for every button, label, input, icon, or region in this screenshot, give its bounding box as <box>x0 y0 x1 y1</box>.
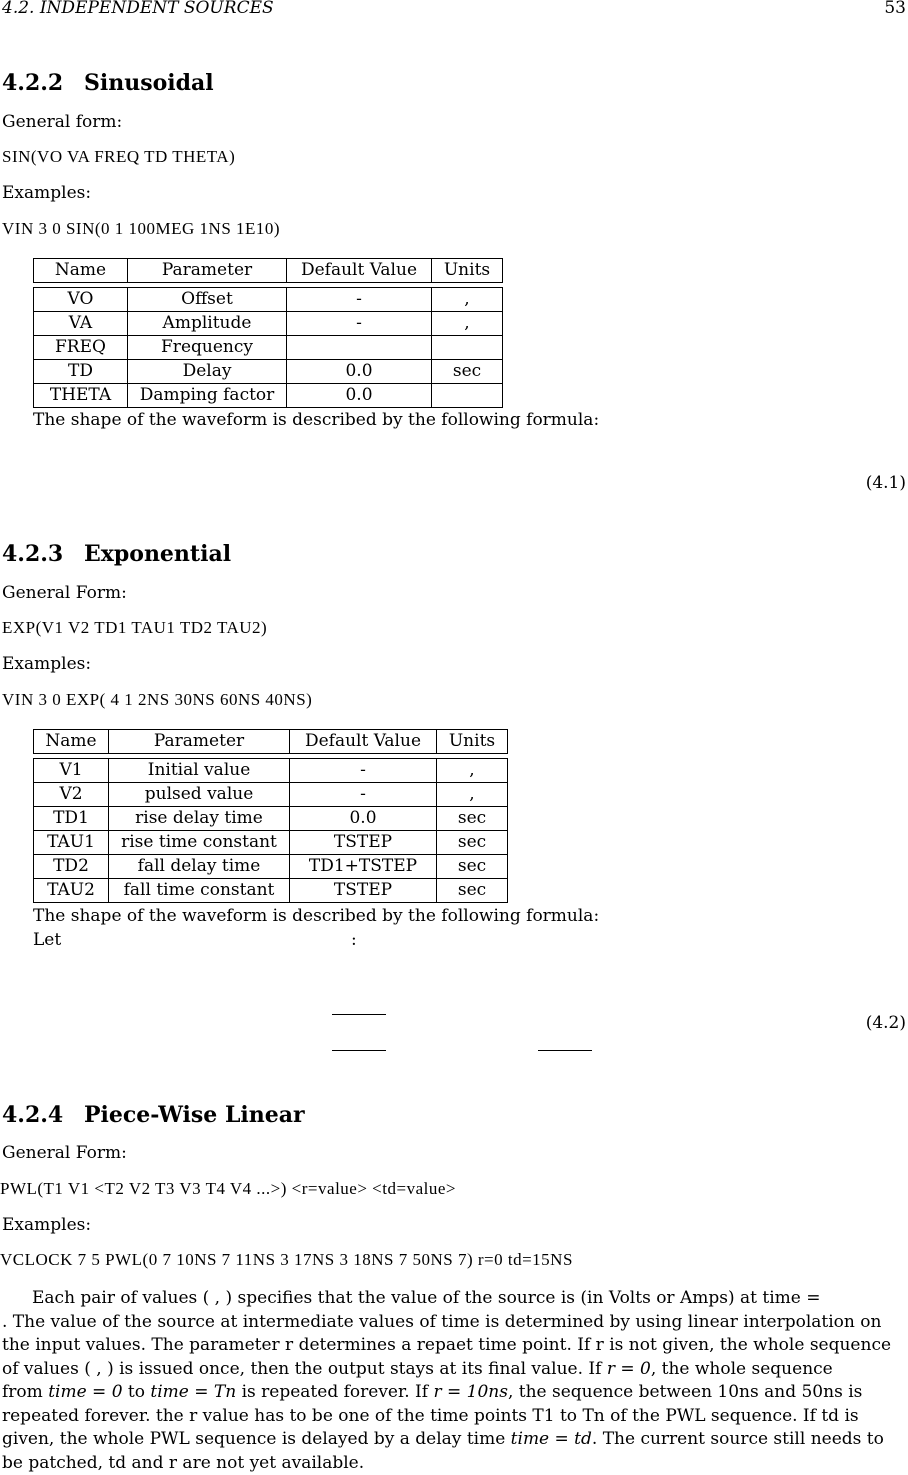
general-form-syntax: SIN(VO VA FREQ TD THETA) <box>2 147 236 166</box>
cell: TAU2 <box>34 879 109 903</box>
math-run: time = 0 <box>48 1382 123 1402</box>
math-run: time = td <box>510 1429 592 1449</box>
paragraph-line: be patched, td and r are not yet available. <box>2 1452 365 1473</box>
section-heading-sinusoidal <box>2 70 214 96</box>
cell: 0.0 <box>290 807 437 831</box>
header-cell: Parameter <box>109 730 290 754</box>
cell: , <box>432 312 503 336</box>
paragraph-line <box>2 1358 908 1382</box>
header-cell: Default Value <box>290 730 437 754</box>
cell: , <box>432 288 503 312</box>
cell <box>287 336 432 360</box>
text-run: , the sequence between 10ns and 50ns is <box>507 1382 863 1402</box>
cell: Frequency <box>128 336 287 360</box>
page-number: 53 <box>884 0 906 18</box>
paragraph-line: . The value of the source at intermediate values of time is determined by using linear interpolation on <box>2 1311 882 1332</box>
table-row <box>34 855 508 879</box>
section-heading-exponential <box>2 541 231 567</box>
general-form-syntax: PWL(T1 V1 <T2 V2 T3 V3 T4 V4 ...>) <r=value> <td=value> <box>0 1179 456 1198</box>
section-title: Piece-Wise Linear <box>84 1102 305 1128</box>
equation-number: (4.1) <box>865 473 906 493</box>
cell: Damping factor <box>128 384 287 408</box>
cell: sec <box>437 831 508 855</box>
cell: Delay <box>128 360 287 384</box>
header-cell: Name <box>34 730 109 754</box>
paragraph-line: repeated forever. the r value has to be one of the time points T1 to Tn of the PWL sequence. If td is <box>2 1405 859 1426</box>
header-cell: Units <box>437 730 508 754</box>
let-label: Let <box>33 930 62 950</box>
cell <box>432 336 503 360</box>
cell: TD2 <box>34 855 109 879</box>
cell: Amplitude <box>128 312 287 336</box>
general-form-label: General Form: <box>2 583 127 603</box>
cell: - <box>287 312 432 336</box>
paragraph-line: Each pair of values ( , ) specifies that the value of the source is (in Volts or Amps) at time = <box>32 1288 821 1308</box>
cell: , <box>437 759 508 783</box>
table-header-row <box>34 730 508 754</box>
table-row <box>34 759 508 783</box>
table-row <box>34 783 508 807</box>
cell: rise time constant <box>109 831 290 855</box>
table-row <box>34 831 508 855</box>
table-header-row <box>34 259 503 283</box>
running-header: 4.2. INDEPENDENT SOURCES <box>2 0 274 18</box>
cell: pulsed value <box>109 783 290 807</box>
text-run: is repeated forever. If <box>236 1382 434 1402</box>
cell: TD1 <box>34 807 109 831</box>
cell <box>432 384 503 408</box>
section-number: 4.2.3 <box>2 541 64 567</box>
math-run: r = 0 <box>606 1358 651 1379</box>
cell: TSTEP <box>290 831 437 855</box>
table-row <box>34 807 508 831</box>
parameter-table-sin <box>33 258 503 408</box>
examples-label: Examples: <box>2 654 92 674</box>
section-number: 4.2.4 <box>2 1102 64 1128</box>
text-run: from <box>2 1382 49 1402</box>
header-cell: Parameter <box>128 259 287 283</box>
cell: - <box>287 288 432 312</box>
pwl-description-paragraph <box>2 1287 908 1475</box>
general-form-syntax: EXP(V1 V2 TD1 TAU1 TD2 TAU2) <box>2 618 268 637</box>
section-title: Exponential <box>84 541 232 567</box>
cell: TSTEP <box>290 879 437 903</box>
header-cell: Default Value <box>287 259 432 283</box>
example-code: VIN 3 0 SIN(0 1 100MEG 1NS 1E10) <box>2 219 281 238</box>
cell: TD1+TSTEP <box>290 855 437 879</box>
cell: sec <box>437 879 508 903</box>
table-row <box>34 288 503 312</box>
section-number: 4.2.2 <box>2 70 64 96</box>
text-run: to <box>122 1382 151 1402</box>
table-row <box>34 336 503 360</box>
table-row <box>34 879 508 903</box>
fraction-bar <box>538 1050 592 1051</box>
paragraph-line <box>2 1381 908 1405</box>
cell: rise delay time <box>109 807 290 831</box>
cell: - <box>290 759 437 783</box>
section-heading-pwl <box>2 1102 305 1128</box>
cell: VO <box>34 288 128 312</box>
cell: fall delay time <box>109 855 290 879</box>
cell: sec <box>437 855 508 879</box>
cell: - <box>290 783 437 807</box>
let-colon: : <box>351 930 357 950</box>
paragraph-line: the input values. The parameter r determines a repaet time point. If r is not given, the whole sequence <box>2 1335 892 1355</box>
text-run: of values ( , ) is issued once, then the output stays at its final value. If <box>2 1358 607 1379</box>
waveform-shape-text: The shape of the waveform is described by the following formula: <box>33 410 600 430</box>
cell: FREQ <box>34 336 128 360</box>
fraction-bar <box>332 1014 386 1015</box>
header-cell: Name <box>34 259 128 283</box>
cell: Initial value <box>109 759 290 783</box>
table-row <box>34 360 503 384</box>
cell: THETA <box>34 384 128 408</box>
table-row <box>34 312 503 336</box>
table-row <box>34 384 503 408</box>
cell: sec <box>437 807 508 831</box>
text-run: , the whole sequence <box>650 1358 833 1379</box>
cell: 0.0 <box>287 360 432 384</box>
cell: fall time constant <box>109 879 290 903</box>
cell: VA <box>34 312 128 336</box>
text-run: . The current source still needs to <box>591 1429 884 1449</box>
cell: V1 <box>34 759 109 783</box>
cell: TAU1 <box>34 831 109 855</box>
cell: Offset <box>128 288 287 312</box>
cell: V2 <box>34 783 109 807</box>
math-run: time = Tn <box>150 1382 237 1402</box>
text-run: given, the whole PWL sequence is delayed by a delay time <box>2 1429 511 1449</box>
equation-number: (4.2) <box>865 1013 906 1033</box>
cell: , <box>437 783 508 807</box>
example-code: VCLOCK 7 5 PWL(0 7 10NS 7 11NS 3 17NS 3 18NS 7 50NS 7) r=0 td=15NS <box>0 1250 573 1269</box>
general-form-label: General Form: <box>2 1143 127 1163</box>
cell: 0.0 <box>287 384 432 408</box>
header-cell: Units <box>432 259 503 283</box>
example-code: VIN 3 0 EXP( 4 1 2NS 30NS 60NS 40NS) <box>2 690 313 709</box>
paragraph-line <box>2 1428 908 1452</box>
cell: TD <box>34 360 128 384</box>
cell: sec <box>432 360 503 384</box>
examples-label: Examples: <box>2 1215 92 1235</box>
math-run: r = 10ns <box>433 1382 508 1402</box>
fraction-bar <box>332 1050 386 1051</box>
examples-label: Examples: <box>2 183 92 203</box>
parameter-table-exp <box>33 729 508 903</box>
general-form-label: General form: <box>2 112 123 132</box>
section-title: Sinusoidal <box>84 70 214 96</box>
waveform-shape-text: The shape of the waveform is described by the following formula: <box>33 906 600 926</box>
